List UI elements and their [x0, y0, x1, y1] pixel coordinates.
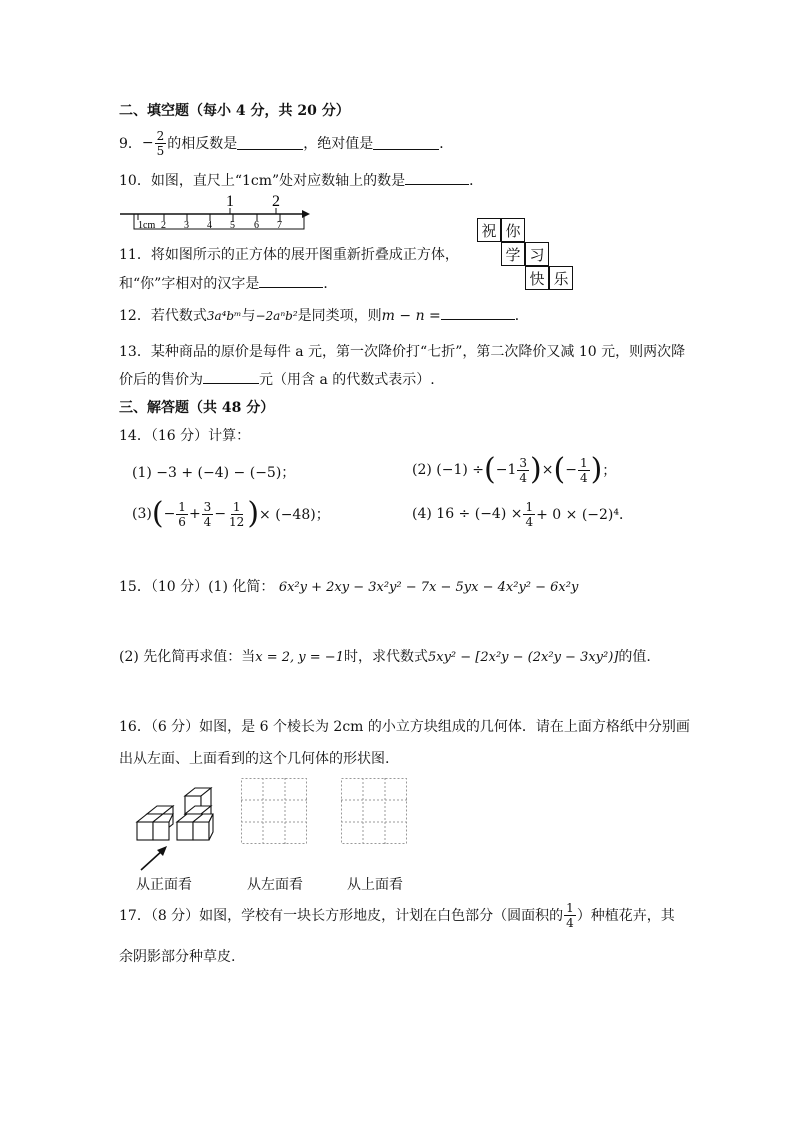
- q9-fraction: [155, 130, 167, 157]
- q12-expr3: m − n =: [381, 308, 441, 324]
- q17-line1: [119, 900, 675, 930]
- q15-part2: [119, 646, 651, 666]
- net-char-zhu: 祝: [477, 218, 501, 242]
- net-char-ni: 你: [501, 218, 525, 242]
- section2-title: 二、填空题（每小 4 分，共 20 分）: [119, 103, 350, 119]
- q12-expr1: 3a⁴bᵐ: [206, 309, 242, 323]
- q9-number: 9．: [119, 136, 142, 152]
- q16-line2: 出从左面、上面看到的这个几何体的形状图.: [119, 751, 390, 767]
- q13-text-a: 价后的售价为: [119, 372, 203, 388]
- q15-end: 的值.: [618, 649, 651, 665]
- q14-p2-frac1: [517, 457, 529, 484]
- net-char-xi: 习: [525, 242, 549, 266]
- q14-p3-end: × (−48)；: [259, 507, 330, 523]
- q15-label2: (2) 先化简再求值：当: [119, 649, 256, 665]
- q14-part4: [412, 494, 633, 534]
- q11-line2: [119, 273, 337, 293]
- q14-p2-rparen1: ): [530, 452, 542, 487]
- q14-p4-f-num: 1: [525, 499, 534, 514]
- q9-text1: 的相反数是: [167, 136, 238, 152]
- q14-p3-minus1: −: [163, 506, 176, 522]
- question-10: [119, 170, 483, 190]
- q9-blank1[interactable]: [237, 137, 303, 150]
- q14-part1: (1) −3 + (−4) − (−5)；: [132, 465, 296, 481]
- q15-label1: 15．（10 分）(1) 化简：: [119, 579, 275, 595]
- q12-text1: 12．若代数式: [119, 308, 207, 324]
- q15-mid: 时，求代数式: [343, 649, 428, 665]
- q14-p3-plus: +: [188, 506, 201, 522]
- q14-p4-pre: (4) 16 ÷ (−4) ×: [412, 506, 523, 522]
- q9-minus: −: [141, 135, 154, 151]
- q12-blank[interactable]: [441, 307, 515, 320]
- q17-text-b: ）种植花卉，其: [576, 908, 675, 924]
- q9-frac-num: 2: [156, 128, 165, 143]
- q14-p2-minus: −: [565, 462, 577, 478]
- q14-p3-minus2: −: [214, 506, 227, 522]
- net-char-kuai: 快: [525, 266, 549, 290]
- q14-p3-lparen: (: [151, 496, 164, 531]
- q14-p3-f1-num: 1: [178, 499, 186, 514]
- q14-p2-lparen1: (: [484, 452, 496, 487]
- q14-head: 14．（16 分）计算：: [119, 428, 251, 444]
- q16-line1: 16．（6 分）如图，是 6 个棱长为 2cm 的小立方块组成的几何体．请在上面方格纸中分别画: [119, 719, 690, 735]
- left-view-grid[interactable]: [241, 778, 307, 844]
- q9-text3: ．: [439, 136, 454, 152]
- q14-p2-end: ；: [602, 463, 617, 479]
- q14-p3-rparen: ): [247, 496, 260, 531]
- q14-p2-pre: (2) (−1) ÷: [412, 462, 485, 478]
- q9-text2: ，绝对值是: [303, 136, 374, 152]
- q14-p2-lparen2: (: [553, 452, 566, 487]
- question-12: [119, 305, 529, 325]
- q14-part2: [412, 450, 616, 490]
- q13-blank[interactable]: [203, 371, 259, 384]
- q14-p2-frac2: [578, 457, 590, 484]
- q10-blank[interactable]: [405, 172, 469, 185]
- q11-line1: 11．将如图所示的正方体的展开图重新折叠成正方体，: [119, 247, 459, 263]
- q12-text3: 是同类项，则: [297, 308, 382, 324]
- axis-label-2: 2: [272, 194, 280, 210]
- q14-p4-frac: [523, 501, 535, 528]
- q14-p2-mid: ×: [541, 462, 554, 478]
- q17-line2: 余阴影部分种草皮.: [119, 949, 236, 965]
- question-9: [119, 128, 453, 158]
- q14-p3-frac2: [202, 501, 214, 528]
- cube-stack-figure: [125, 784, 235, 876]
- q14-p2-mixed: −1: [495, 462, 517, 478]
- q15-expr2: 5xy² − [2x²y − (2x²y − 3xy²)]: [427, 650, 619, 665]
- ruler-label-6: 6: [254, 220, 259, 231]
- q10-end: ．: [469, 173, 484, 189]
- q17-frac-num: 1: [566, 900, 574, 915]
- ruler-label-5: 5: [230, 220, 235, 231]
- axis-label-1: 1: [226, 194, 234, 210]
- q9-blank2[interactable]: [373, 137, 439, 150]
- q12-end: ．: [514, 308, 529, 324]
- q14-p3-frac3: [227, 501, 246, 528]
- q12-text2: 与: [241, 308, 256, 324]
- ruler-label-7: 7: [277, 220, 282, 231]
- q14-p3-f2-num: 3: [203, 499, 212, 514]
- q14-p3-frac1: [176, 501, 188, 528]
- q13-line1: 13．某种商品的原价是每件 a 元，第一次降价打“七折”，第二次降价又减 10 元，则两次降: [119, 344, 686, 360]
- q14-p4-f-den: 4: [525, 514, 534, 529]
- q11-blank[interactable]: [259, 275, 323, 288]
- q15-expr1: 6x²y + 2xy − 3x²y² − 7x − 5yx − 4x²y² − 6x²y: [278, 580, 579, 595]
- net-char-xue: 学: [501, 242, 525, 266]
- q13-text-b: 元（用含 a 的代数式表示）.: [259, 372, 435, 388]
- q14-p3-f1-den: 6: [178, 514, 186, 529]
- caption-front-view: 从正面看: [136, 877, 192, 893]
- q14-p4-end: + 0 × (−2)⁴．: [536, 507, 634, 523]
- q10-text: 10．如图，直尺上“1cm”处对应数轴上的数是: [119, 173, 406, 189]
- q14-p3-f3-num: 1: [232, 499, 241, 514]
- q17-frac-den: 4: [566, 915, 574, 930]
- q9-frac-den: 5: [156, 143, 165, 158]
- q17-fraction: [564, 902, 576, 929]
- q14-p3-pre: (3): [132, 506, 152, 522]
- q14-p2-f2-den: 4: [579, 470, 588, 485]
- q14-p3-f2-den: 4: [203, 514, 212, 529]
- q11-text: 和“你”字相对的汉字是: [119, 276, 260, 292]
- ruler-label-2: 2: [161, 220, 166, 231]
- q14-part3: [132, 494, 330, 534]
- q14-p2-rparen2: ): [590, 452, 603, 487]
- q15-condition: x = 2, y = −1: [255, 650, 344, 665]
- net-char-le: 乐: [549, 266, 573, 290]
- q13-line2: [119, 369, 435, 389]
- q12-expr2: −2aⁿb²: [255, 309, 298, 323]
- q14-p2-f2-num: 1: [579, 455, 588, 470]
- q17-text-a: 17．（8 分）如图，学校有一块长方形地皮，计划在白色部分（圆面积的: [119, 908, 564, 924]
- ruler-label-3: 3: [184, 220, 189, 231]
- q15-part1: [119, 576, 578, 596]
- section3-title: 三、解答题（共 48 分）: [119, 400, 275, 416]
- ruler-figure: [118, 194, 310, 234]
- ruler-label-1cm: 1cm: [138, 220, 156, 231]
- caption-left-view: 从左面看: [247, 877, 303, 893]
- q14-p2-f1-num: 3: [519, 455, 528, 470]
- top-view-grid[interactable]: [341, 778, 407, 844]
- caption-top-view: 从上面看: [347, 877, 403, 893]
- q11-end: ．: [323, 276, 338, 292]
- ruler-label-4: 4: [207, 220, 212, 231]
- q14-p3-f3-den: 12: [229, 514, 245, 529]
- q14-p2-f1-den: 4: [519, 470, 528, 485]
